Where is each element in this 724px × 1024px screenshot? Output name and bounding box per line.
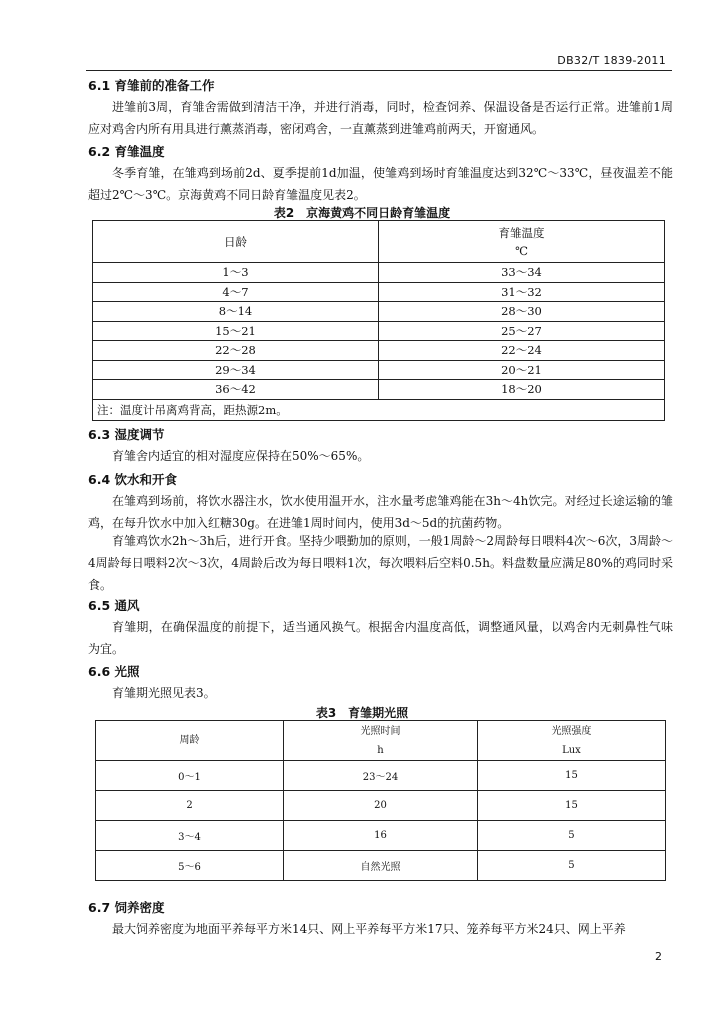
table-3-header-hours-unit: h [377,744,384,756]
table-3-week-cell: 3～4 [96,821,284,851]
table-2-age-cell: 4～7 [93,282,379,302]
table-row [93,302,665,322]
table-2-age-cell: 1～3 [93,263,379,283]
table-3-week-cell: 2 [96,791,284,821]
section-6-7-heading: 6.7 饲养密度 [88,900,165,915]
table-2-header-age: 日龄 [93,221,379,263]
page-number: 2 [655,950,662,963]
section-6-2-paragraph: 冬季育雏，在雏鸡到场前2d、夏季提前1d加温，使雏鸡到场时育雏温度达到32℃～33℃，昼夜温差不能超过2℃～3℃。京海黄鸡不同日龄育雏温度见表2。 [88,166,673,202]
table-2-temp-cell: 28～30 [379,302,665,322]
table-3-week-cell: 5～6 [96,851,284,881]
section-6-5-heading: 6.5 通风 [88,598,140,613]
table-row [93,263,665,283]
table-2-caption: 表2 京海黄鸡不同日龄育雏温度 [273,206,451,220]
table-3-hours-cell: 20 [284,791,478,821]
section-6-7-paragraph: 最大饲养密度为地面平养每平方米14只、网上平养每平方米17只、笼养每平方米24只、网上平养 [112,922,626,936]
section-6-6-heading: 6.6 光照 [88,664,140,679]
table-2-age-cell: 8～14 [93,302,379,322]
table-3 [95,720,666,881]
table-3-hours-cell: 23～24 [284,761,478,791]
table-2-temp-cell: 18～20 [379,380,665,400]
section-6-3-heading: 6.3 湿度调节 [88,427,165,442]
section-6-2-heading: 6.2 育雏温度 [88,144,165,159]
table-2-age-cell: 29～34 [93,360,379,380]
section-6-5-paragraph: 育雏期，在确保温度的前提下，适当通风换气。根据舍内温度高低，调整通风量，以鸡舍内无刺鼻性气味为宜。 [88,620,673,656]
table-3-caption: 表3 育雏期光照 [315,706,409,720]
standard-code: DB32/T 1839-2011 [557,54,666,67]
table-3-header-hours-label: 光照时间 [360,725,401,737]
section-6-4-heading: 6.4 饮水和开食 [88,472,177,487]
table-2-header-temp-label: 育雏温度 [498,225,545,240]
table-2-age-cell: 22～28 [93,341,379,361]
table-3-header-hours [284,721,478,761]
table-3-header-lux [477,721,665,761]
table-row [93,321,665,341]
table-row [93,360,665,380]
table-2-age-cell: 36～42 [93,380,379,400]
table-row [96,791,666,821]
table-3-lux-cell: 15 [477,761,665,791]
table-3-lux-cell: 5 [477,851,665,881]
table-2-temp-cell: 22～24 [379,341,665,361]
section-6-1-heading: 6.1 育雏前的准备工作 [88,78,215,93]
table-row [96,761,666,791]
table-3-header-lux-unit: Lux [562,744,581,756]
section-6-4-paragraph-2: 育雏鸡饮水2h～3h后，进行开食。坚持少喂勤加的原则，一般1周龄～2周龄每日喂料4次～6次，3周龄～4周龄每日喂料2次～3次，4周龄后改为每日喂料1次，每次喂料后空料0.5h。料盘数量应满足80%的鸡同时采食。 [88,534,673,592]
table-3-hours-cell: 自然光照 [284,851,478,881]
table-2 [92,220,665,421]
table-row [93,341,665,361]
section-6-1-paragraph: 进雏前3周，育雏舍需做到清洁干净，并进行消毒，同时，检查饲养、保温设备是否运行正常。进雏前1周应对鸡舍内所有用具进行薰蒸消毒，密闭鸡舍，一直薰蒸到进雏鸡前两天，开窗通风。 [88,100,673,136]
table-3-week-cell: 0～1 [96,761,284,791]
table-2-temp-cell: 25～27 [379,321,665,341]
table-2-temp-cell: 31～32 [379,282,665,302]
table-3-hours-cell: 16 [284,821,478,851]
table-row [93,282,665,302]
table-row [96,821,666,851]
table-3-header-lux-label: 光照强度 [551,725,592,737]
table-2-temp-cell: 33～34 [379,263,665,283]
section-6-4-paragraph-1: 在雏鸡到场前，将饮水器注水，饮水使用温开水，注水量考虑雏鸡能在3h～4h饮完。对经过长途运输的雏鸡，在每升饮水中加入红糖30g。在进雏1周时间内，使用3d～5d的抗菌药物。 [88,494,673,530]
header-divider [86,70,672,71]
table-row [96,851,666,881]
table-3-lux-cell: 15 [477,791,665,821]
table-3-lux-cell: 5 [477,821,665,851]
table-3-header-week: 周龄 [96,721,284,761]
table-2-header-temp-unit: ℃ [515,243,528,258]
table-2-temp-cell: 20～21 [379,360,665,380]
table-2-note: 注：温度计吊离鸡背高，距热源2m。 [93,399,665,420]
section-6-6-paragraph: 育雏期光照见表3。 [112,686,216,700]
table-2-age-cell: 15～21 [93,321,379,341]
section-6-3-paragraph: 育雏舍内适宜的相对湿度应保持在50%～65%。 [112,449,370,463]
table-2-header-temp [379,221,665,263]
table-row [93,380,665,400]
